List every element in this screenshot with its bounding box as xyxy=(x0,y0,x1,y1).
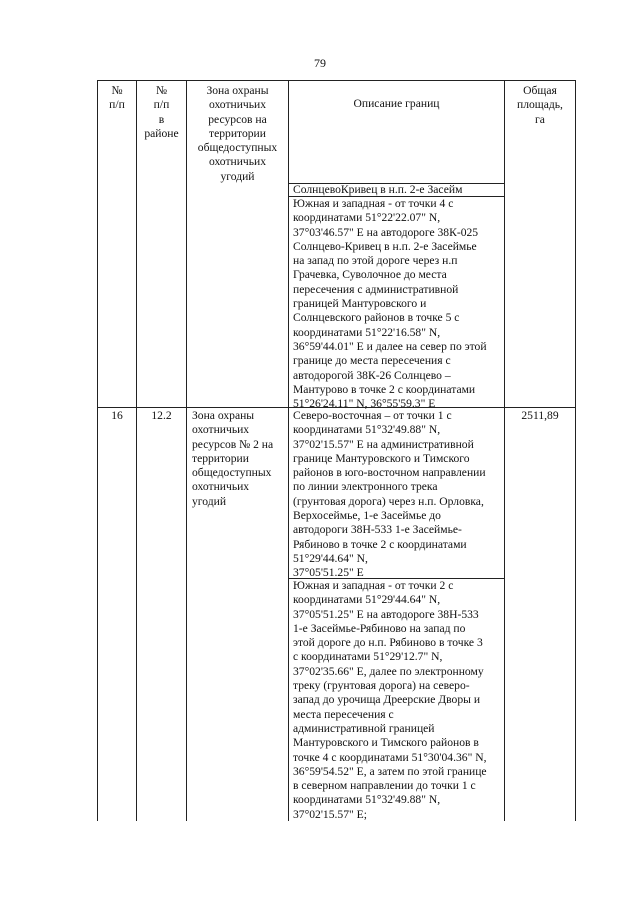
header-area: Общая площадь, га xyxy=(517,84,563,126)
table-border-left xyxy=(97,80,98,821)
row-16-zone: Зона охраны охотничьих ресурсов № 2 на территории общедоступных охотничьих угодий xyxy=(192,409,274,508)
continuation-desc-2: Южная и западная - от точки 4 с координатами 51°22'22.07" N, 37°03'46.57" E на автодороге 38К-025 Солнцево-Кривец в н.п. 2-е Засеймье на запад по этой дороге через н.п Грачевка, Суволочное до места пересечения с административной границей Мантуровского и Солнцевского районов в точке 5 с координатами 51°22'16.58" N, 36°59'44.01" E и далее на север по этой границе до места пересечения с автодорогой 38К-26 Солнцево – Мантурово в точке 2 с координатами 51°26'24.11" N, 36°55'59.3" E xyxy=(293,197,487,411)
page-number: 79 xyxy=(314,56,326,70)
table-divider-4 xyxy=(504,80,505,821)
table-border-right xyxy=(575,80,576,821)
row-16-num: 16 xyxy=(111,409,123,422)
header-district-num: № п/п в районе xyxy=(144,84,179,140)
table-divider-3 xyxy=(288,80,289,821)
row-16-desc-2: Южная и западная - от точки 2 с координатами 51°29'44.64" N, 37°05'51.25" E на автодороге 38Н-533 1-е Засеймье-Рябиново на запад по этой дороге до н.п. Рябиново в точке 3 с координатами 51°29'12.7" N, 37°02'35.66" E, далее по электронному треку (грунтовая дорога) на северо- запад до урочища Дреерские Дворы и места пересечения с административной границей Мантуровского и Тимского районов в точке 4 с координатами 51°30'04.36" N, 36°59'54.52" E, а затем по этой границе в северном направлении до точки 1 с координатами 51°32'49.88" N, 37°02'15.57" E; xyxy=(293,579,487,821)
table-border-top xyxy=(97,80,575,81)
header-num: № п/п xyxy=(109,84,125,112)
row-16-desc-1: Северо-восточная – от точки 1 с координатами 51°32'49.88" N, 37°02'15.57" E на административной границе Мантуровского и Тимского районов в юго-восточном направлении по линии электронного трека (грунтовая дорога) через н.п. Орловка, Верхосеймье, 1-е Засеймье до автодороги 38Н-533 1-е Засеймье- Рябиново в точке 2 с координатами 51°29'44.64" N, 37°05'51.25" E xyxy=(293,409,486,580)
row-16-district-num: 12.2 xyxy=(151,409,172,422)
table-divider-2 xyxy=(186,80,187,821)
header-description: Описание границ xyxy=(353,97,440,110)
header-zone: Зона охраны охотничьих ресурсов на территории общедоступных охотничьих угодий xyxy=(197,84,278,183)
row-16-area: 2511,89 xyxy=(521,409,559,422)
table-divider-1 xyxy=(136,80,137,821)
continuation-desc-1: СолнцевоКривец в н.п. 2-е Засейм xyxy=(293,183,463,196)
